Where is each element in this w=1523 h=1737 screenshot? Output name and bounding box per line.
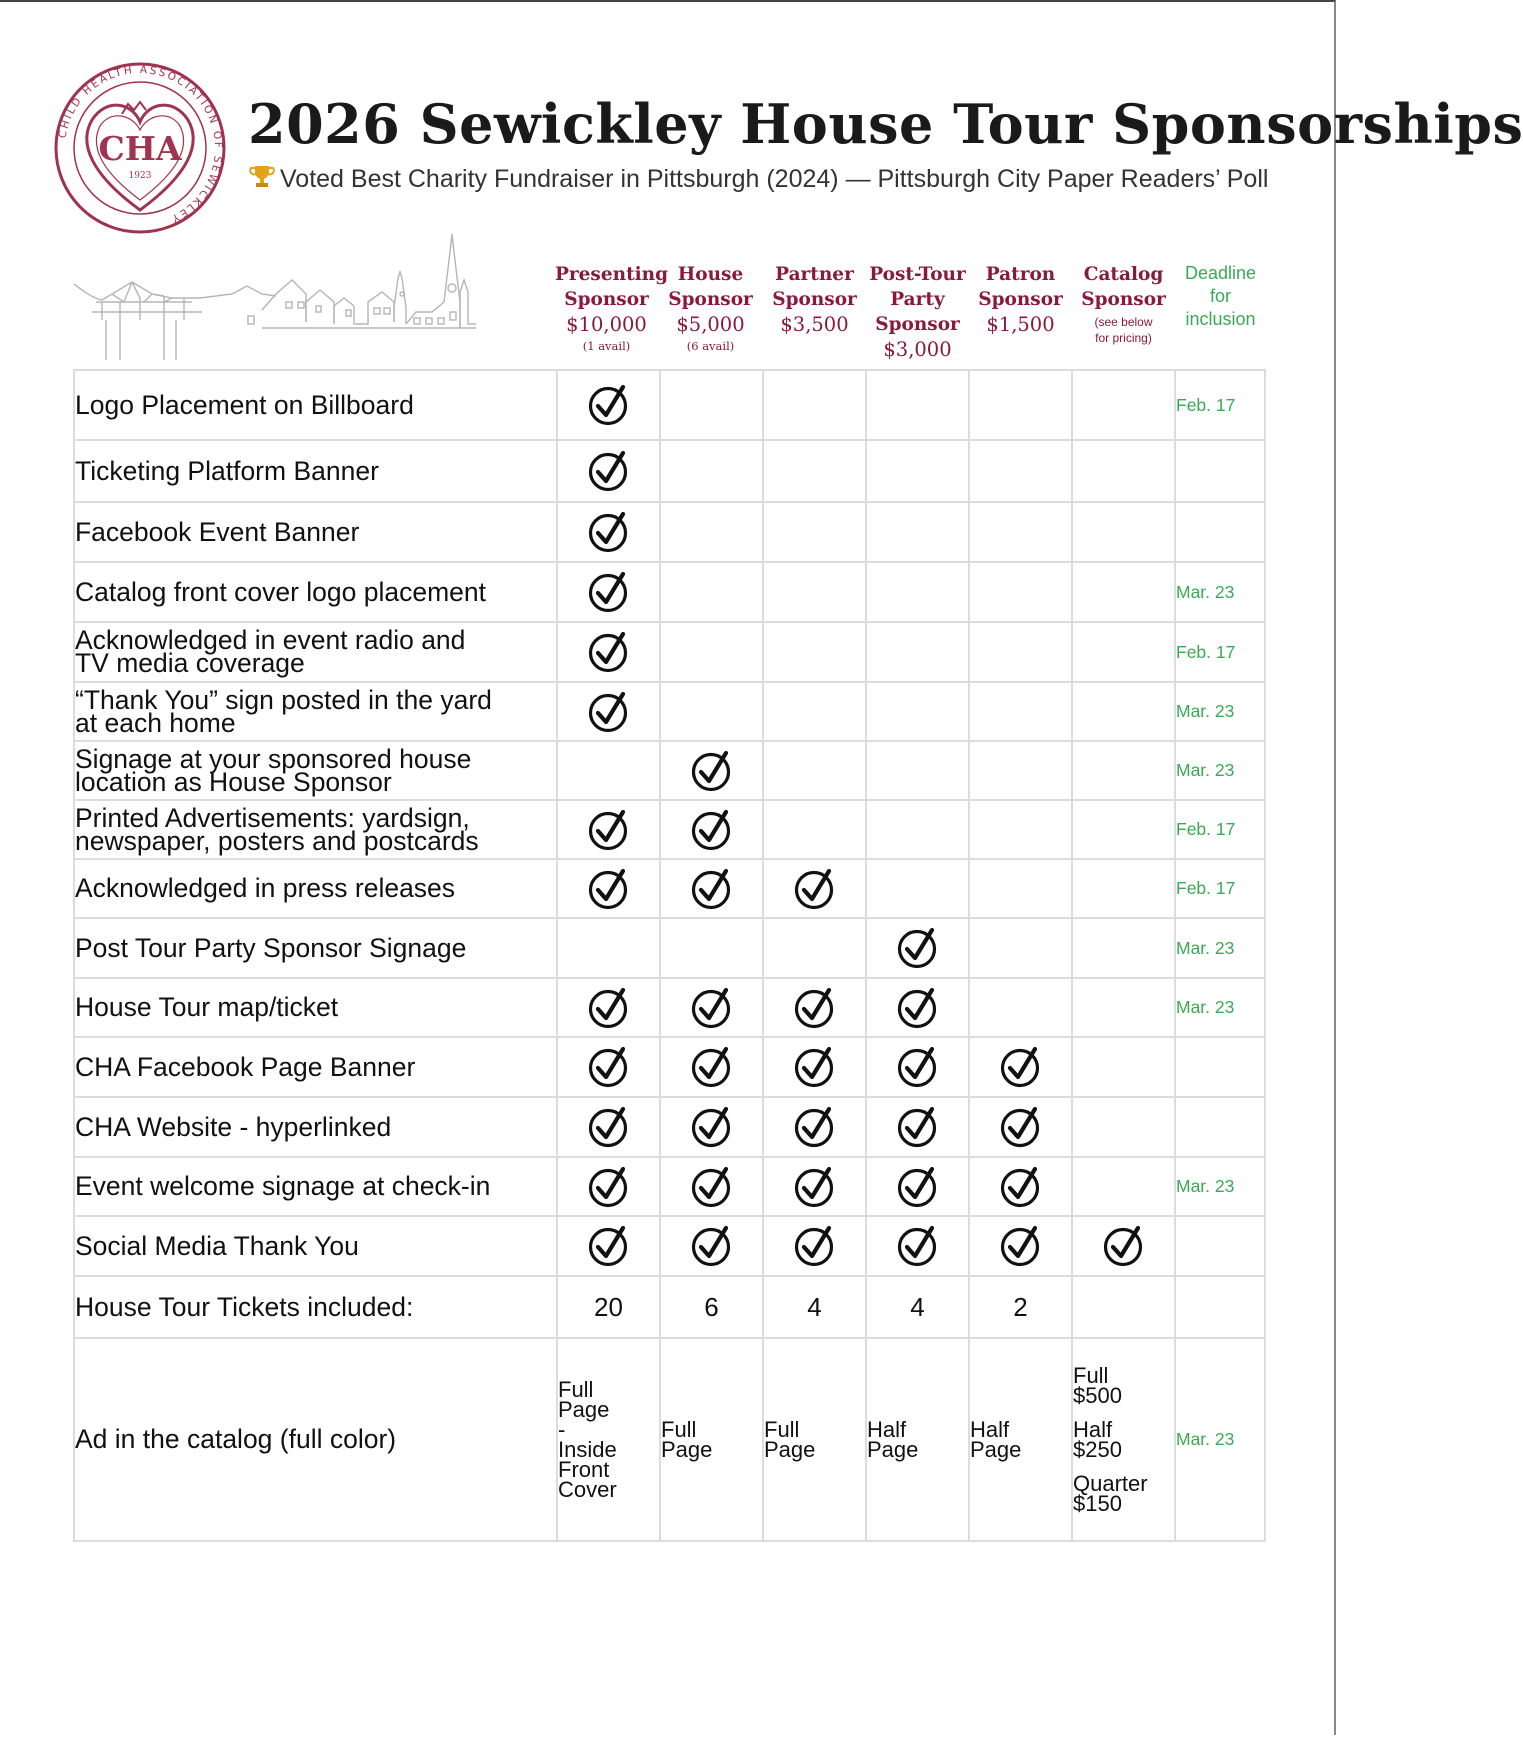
subtitle bbox=[248, 164, 1268, 194]
cell-catalog bbox=[1072, 1157, 1175, 1216]
cell-house bbox=[660, 682, 763, 741]
checkmark-icon bbox=[896, 1045, 940, 1089]
cell-patron bbox=[969, 562, 1072, 622]
checkmark-icon bbox=[999, 1045, 1043, 1089]
deadline-cell: Mar. 23 bbox=[1175, 1157, 1265, 1216]
cell-house bbox=[660, 562, 763, 622]
checkmark-icon bbox=[896, 926, 940, 970]
cell-post-tour bbox=[866, 741, 969, 800]
table-row bbox=[74, 741, 1265, 800]
cell-presenting bbox=[557, 1037, 660, 1097]
checkmark-icon bbox=[690, 1224, 734, 1268]
checkmark-icon bbox=[793, 867, 837, 911]
table-row bbox=[74, 1157, 1265, 1216]
feature-text: Ticketing Platform Banner bbox=[75, 455, 379, 486]
logo-initials: CHA bbox=[98, 129, 182, 168]
cell-presenting bbox=[557, 859, 660, 918]
deadline-cell: Mar. 23 bbox=[1175, 741, 1265, 800]
ad-text: Page bbox=[867, 1436, 919, 1462]
deadline-cell: Feb. 17 bbox=[1175, 622, 1265, 682]
table-row bbox=[74, 1037, 1265, 1097]
cell-presenting bbox=[557, 440, 660, 502]
col-name2: for bbox=[1209, 286, 1231, 306]
cell-patron bbox=[969, 622, 1072, 682]
ad-text: Full bbox=[764, 1416, 800, 1442]
cell-post-tour bbox=[866, 370, 969, 440]
cha-logo bbox=[52, 60, 228, 236]
cell-post-tour bbox=[866, 1157, 969, 1216]
cell-patron bbox=[969, 978, 1072, 1037]
col-name2: Sponsor bbox=[668, 289, 753, 310]
table-row-tickets bbox=[74, 1276, 1265, 1338]
col-head-presenting bbox=[555, 262, 669, 354]
cell-catalog bbox=[1072, 562, 1175, 622]
checkmark-icon bbox=[587, 383, 631, 427]
checkmark-icon bbox=[690, 749, 734, 793]
cell-catalog bbox=[1072, 370, 1175, 440]
page-title: 2026 Sewickley House Tour Sponsorships bbox=[248, 92, 1523, 156]
ad-partner bbox=[763, 1338, 866, 1541]
col-name: Post-Tour bbox=[869, 264, 966, 285]
checkmark-icon bbox=[690, 1045, 734, 1089]
ad-patron bbox=[969, 1338, 1072, 1541]
cell-partner bbox=[763, 562, 866, 622]
col-head-patron bbox=[969, 262, 1072, 338]
cell-catalog bbox=[1072, 682, 1175, 741]
feature-label bbox=[74, 1157, 557, 1216]
deadline-cell: Mar. 23 bbox=[1175, 562, 1265, 622]
cell-post-tour bbox=[866, 1216, 969, 1276]
table-row bbox=[74, 978, 1265, 1037]
checkmark-icon bbox=[587, 986, 631, 1030]
feature-label bbox=[74, 741, 557, 800]
checkmark-icon bbox=[793, 1165, 837, 1209]
col-price: $3,000 bbox=[883, 338, 952, 361]
feature-label bbox=[74, 978, 557, 1037]
col-head-post-tour bbox=[866, 262, 969, 363]
cell-house bbox=[660, 1216, 763, 1276]
feature-label bbox=[74, 562, 557, 622]
col-head-deadline bbox=[1169, 262, 1272, 331]
feature-text: Catalog front cover logo placement bbox=[75, 576, 486, 607]
tickets-partner: 4 bbox=[763, 1276, 866, 1338]
cell-partner bbox=[763, 622, 866, 682]
tickets-house: 6 bbox=[660, 1276, 763, 1338]
cell-catalog bbox=[1072, 978, 1175, 1037]
feature-label bbox=[74, 1097, 557, 1157]
cell-partner bbox=[763, 1216, 866, 1276]
cell-partner bbox=[763, 800, 866, 859]
ad-text: Full bbox=[661, 1416, 697, 1442]
cell-house bbox=[660, 502, 763, 562]
col-price: $5,000 bbox=[676, 313, 745, 336]
feature-text: Acknowledged in press releases bbox=[75, 873, 456, 903]
feature-text: CHA Facebook Page Banner bbox=[75, 1051, 416, 1082]
cell-catalog bbox=[1072, 1037, 1175, 1097]
cell-house bbox=[660, 1157, 763, 1216]
col-name3: Sponsor bbox=[875, 314, 960, 335]
checkmark-icon bbox=[587, 690, 631, 734]
cell-presenting bbox=[557, 1097, 660, 1157]
col-price: $3,500 bbox=[780, 313, 849, 336]
col-note: for pricing) bbox=[1095, 331, 1152, 345]
cell-catalog bbox=[1072, 859, 1175, 918]
cell-house bbox=[660, 622, 763, 682]
cell-partner bbox=[763, 1157, 866, 1216]
feature-text: TV media coverage bbox=[75, 648, 305, 678]
deadline-cell: Mar. 23 bbox=[1175, 918, 1265, 978]
cell-partner bbox=[763, 502, 866, 562]
col-price: $1,500 bbox=[986, 313, 1055, 336]
checkmark-icon bbox=[896, 1105, 940, 1149]
feature-text: “Thank You” sign posted in the yard bbox=[75, 684, 492, 715]
feature-label bbox=[74, 1216, 557, 1276]
ad-text: - bbox=[558, 1416, 566, 1442]
cell-catalog bbox=[1072, 741, 1175, 800]
table-row bbox=[74, 682, 1265, 741]
cell-house bbox=[660, 1097, 763, 1157]
ad-text: Half bbox=[970, 1416, 1010, 1442]
checkmark-icon bbox=[587, 1105, 631, 1149]
col-head-house bbox=[659, 262, 762, 354]
ad-text: Half bbox=[867, 1416, 907, 1442]
cell-house bbox=[660, 859, 763, 918]
table-row bbox=[74, 1097, 1265, 1157]
cell-presenting bbox=[557, 918, 660, 978]
cell-house bbox=[660, 1037, 763, 1097]
cell-partner bbox=[763, 1097, 866, 1157]
checkmark-icon bbox=[999, 1224, 1043, 1268]
feature-label bbox=[74, 918, 557, 978]
checkmark-icon bbox=[793, 986, 837, 1030]
feature-label bbox=[74, 502, 557, 562]
cell-patron bbox=[969, 1037, 1072, 1097]
table-row bbox=[74, 370, 1265, 440]
cell-catalog bbox=[1072, 1097, 1175, 1157]
col-name3: inclusion bbox=[1185, 309, 1256, 329]
deadline-cell bbox=[1175, 1097, 1265, 1157]
ad-text: $250 bbox=[1073, 1436, 1122, 1462]
checkmark-icon bbox=[587, 570, 631, 614]
cell-post-tour bbox=[866, 978, 969, 1037]
cell-partner bbox=[763, 682, 866, 741]
cell-house bbox=[660, 918, 763, 978]
feature-text: location as House Sponsor bbox=[75, 766, 392, 797]
cell-post-tour bbox=[866, 502, 969, 562]
col-name2: Sponsor bbox=[564, 289, 649, 310]
table-row bbox=[74, 562, 1265, 622]
col-name: House bbox=[677, 264, 744, 285]
checkmark-icon bbox=[690, 867, 734, 911]
cell-post-tour bbox=[866, 859, 969, 918]
tickets-presenting: 20 bbox=[557, 1276, 660, 1338]
cell-partner bbox=[763, 859, 866, 918]
checkmark-icon bbox=[1102, 1224, 1146, 1268]
ad-text: Full bbox=[1073, 1362, 1109, 1388]
subtitle-text: Voted Best Charity Fundraiser in Pittsburgh (2024) — Pittsburgh City Paper Readers’ Poll bbox=[280, 165, 1269, 193]
cell-catalog bbox=[1072, 622, 1175, 682]
cell-presenting bbox=[557, 1157, 660, 1216]
feature-text: Signage at your sponsored house bbox=[75, 743, 472, 774]
ad-text: Page bbox=[661, 1436, 713, 1462]
cell-catalog bbox=[1072, 502, 1175, 562]
deadline-cell: Feb. 17 bbox=[1175, 370, 1265, 440]
feature-text: CHA Website - hyperlinked bbox=[75, 1111, 392, 1142]
cell-catalog bbox=[1072, 440, 1175, 502]
cell-catalog bbox=[1072, 918, 1175, 978]
ad-text: Quarter bbox=[1073, 1470, 1148, 1496]
ad-house bbox=[660, 1338, 763, 1541]
cell-patron bbox=[969, 1216, 1072, 1276]
cell-house bbox=[660, 440, 763, 502]
cell-house bbox=[660, 800, 763, 859]
feature-text: newspaper, posters and postcards bbox=[75, 825, 479, 856]
checkmark-icon bbox=[587, 1045, 631, 1089]
cell-post-tour bbox=[866, 440, 969, 502]
table-row bbox=[74, 622, 1265, 682]
feature-text: House Tour map/ticket bbox=[75, 992, 339, 1022]
cell-post-tour bbox=[866, 1037, 969, 1097]
tickets-post-tour: 4 bbox=[866, 1276, 969, 1338]
cell-house bbox=[660, 978, 763, 1037]
cell-partner bbox=[763, 370, 866, 440]
deadline-cell: Mar. 23 bbox=[1175, 978, 1265, 1037]
cell-presenting bbox=[557, 682, 660, 741]
col-avail: (6 avail) bbox=[686, 339, 735, 353]
ad-presenting bbox=[557, 1338, 660, 1541]
checkmark-icon bbox=[999, 1165, 1043, 1209]
feature-text: Event welcome signage at check-in bbox=[75, 1171, 491, 1201]
ad-text: $150 bbox=[1073, 1490, 1122, 1516]
feature-label: House Tour Tickets included: bbox=[74, 1276, 557, 1338]
checkmark-icon bbox=[587, 630, 631, 674]
cell-presenting bbox=[557, 622, 660, 682]
cell-presenting bbox=[557, 1216, 660, 1276]
cell-post-tour bbox=[866, 800, 969, 859]
ad-text: Inside bbox=[558, 1436, 617, 1462]
cell-patron bbox=[969, 741, 1072, 800]
checkmark-icon bbox=[793, 1045, 837, 1089]
checkmark-icon bbox=[587, 510, 631, 554]
deadline-cell bbox=[1175, 1216, 1265, 1276]
deadline-cell bbox=[1175, 440, 1265, 502]
checkmark-icon bbox=[690, 808, 734, 852]
feature-label bbox=[74, 370, 557, 440]
feature-label bbox=[74, 859, 557, 918]
cell-catalog bbox=[1072, 1216, 1175, 1276]
cell-patron bbox=[969, 800, 1072, 859]
checkmark-icon bbox=[896, 986, 940, 1030]
feature-label bbox=[74, 1037, 557, 1097]
col-price: $10,000 bbox=[566, 313, 647, 336]
cell-partner bbox=[763, 978, 866, 1037]
table-row bbox=[74, 859, 1265, 918]
cell-patron bbox=[969, 859, 1072, 918]
deadline-cell bbox=[1175, 502, 1265, 562]
feature-text: Acknowledged in event radio and bbox=[75, 625, 466, 655]
col-note: (see below bbox=[1094, 315, 1153, 329]
feature-text: Facebook Event Banner bbox=[75, 516, 360, 547]
col-name2: Sponsor bbox=[978, 289, 1063, 310]
cell-partner bbox=[763, 918, 866, 978]
table-row bbox=[74, 1216, 1265, 1276]
cell-post-tour bbox=[866, 1097, 969, 1157]
ad-text: Cover bbox=[558, 1476, 617, 1502]
col-name: Partner bbox=[775, 264, 854, 285]
ad-text: Full bbox=[558, 1376, 594, 1402]
ad-text: Page bbox=[970, 1436, 1022, 1462]
col-head-catalog bbox=[1072, 262, 1175, 344]
cell-patron bbox=[969, 370, 1072, 440]
ad-text: Page bbox=[558, 1396, 610, 1422]
ad-catalog bbox=[1072, 1338, 1175, 1541]
cell-presenting bbox=[557, 502, 660, 562]
checkmark-icon bbox=[587, 449, 631, 493]
cell-patron bbox=[969, 440, 1072, 502]
cell-patron bbox=[969, 502, 1072, 562]
checkmark-icon bbox=[587, 867, 631, 911]
cell-partner bbox=[763, 741, 866, 800]
feature-text: Logo Placement on Billboard bbox=[75, 389, 414, 420]
cell-patron bbox=[969, 1157, 1072, 1216]
feature-label bbox=[74, 682, 557, 741]
ad-text: Page bbox=[764, 1436, 816, 1462]
checkmark-icon bbox=[587, 808, 631, 852]
feature-label bbox=[74, 622, 557, 682]
col-name2: Sponsor bbox=[772, 289, 857, 310]
col-name: Presenting bbox=[555, 264, 669, 285]
table-row bbox=[74, 502, 1265, 562]
checkmark-icon bbox=[690, 1105, 734, 1149]
feature-text: Social Media Thank You bbox=[75, 1230, 359, 1261]
logo-ring-text: CHILD HEALTH ASSOCIATION OF SEWICKLEY bbox=[56, 63, 225, 226]
col-name: Deadline bbox=[1184, 263, 1257, 283]
cell-presenting bbox=[557, 741, 660, 800]
cell-post-tour bbox=[866, 682, 969, 741]
checkmark-icon bbox=[999, 1105, 1043, 1149]
cell-post-tour bbox=[866, 562, 969, 622]
cell-patron bbox=[969, 1097, 1072, 1157]
col-name: Patron bbox=[985, 264, 1056, 285]
cell-house bbox=[660, 370, 763, 440]
cell-presenting bbox=[557, 370, 660, 440]
col-avail: (1 avail) bbox=[582, 339, 631, 353]
trophy-icon bbox=[248, 164, 276, 190]
ad-text: Half bbox=[1073, 1416, 1113, 1442]
checkmark-icon bbox=[896, 1165, 940, 1209]
logo-year: 1923 bbox=[128, 171, 152, 181]
checkmark-icon bbox=[587, 1224, 631, 1268]
checkmark-icon bbox=[793, 1105, 837, 1149]
table-row bbox=[74, 800, 1265, 859]
cell-presenting bbox=[557, 800, 660, 859]
cell-house bbox=[660, 741, 763, 800]
checkmark-icon bbox=[793, 1224, 837, 1268]
table-row bbox=[74, 440, 1265, 502]
feature-text: Post Tour Party Sponsor Signage bbox=[75, 932, 467, 963]
cell-post-tour bbox=[866, 622, 969, 682]
cell-partner bbox=[763, 1037, 866, 1097]
checkmark-icon bbox=[587, 1165, 631, 1209]
col-name2: Sponsor bbox=[1081, 289, 1166, 310]
sponsorship-table bbox=[73, 369, 1266, 1542]
cell-partner bbox=[763, 440, 866, 502]
deadline-cell: Mar. 23 bbox=[1175, 1338, 1265, 1541]
tickets-patron: 2 bbox=[969, 1276, 1072, 1338]
cell-patron bbox=[969, 918, 1072, 978]
cell-presenting bbox=[557, 562, 660, 622]
ad-text: $500 bbox=[1073, 1382, 1122, 1408]
deadline-cell bbox=[1175, 1276, 1265, 1338]
col-name: Catalog bbox=[1083, 264, 1164, 285]
feature-text: at each home bbox=[75, 707, 236, 738]
col-head-partner bbox=[763, 262, 866, 338]
feature-text: Printed Advertisements: yardsign, bbox=[75, 802, 470, 833]
cell-presenting bbox=[557, 978, 660, 1037]
checkmark-icon bbox=[690, 986, 734, 1030]
ad-post-tour bbox=[866, 1338, 969, 1541]
table-row-ad bbox=[74, 1338, 1265, 1541]
table-row bbox=[74, 918, 1265, 978]
tickets-catalog bbox=[1072, 1276, 1175, 1338]
deadline-cell: Feb. 17 bbox=[1175, 800, 1265, 859]
feature-label bbox=[74, 800, 557, 859]
deadline-cell: Mar. 23 bbox=[1175, 682, 1265, 741]
cell-catalog bbox=[1072, 800, 1175, 859]
checkmark-icon bbox=[690, 1165, 734, 1209]
cell-patron bbox=[969, 682, 1072, 741]
feature-label bbox=[74, 440, 557, 502]
ad-text: Front bbox=[558, 1456, 610, 1482]
deadline-cell: Feb. 17 bbox=[1175, 859, 1265, 918]
col-name2: Party bbox=[890, 289, 945, 310]
checkmark-icon bbox=[896, 1224, 940, 1268]
town-skyline-illustration bbox=[72, 232, 524, 360]
cell-post-tour bbox=[866, 918, 969, 978]
feature-label: Ad in the catalog (full color) bbox=[74, 1338, 557, 1541]
deadline-cell bbox=[1175, 1037, 1265, 1097]
